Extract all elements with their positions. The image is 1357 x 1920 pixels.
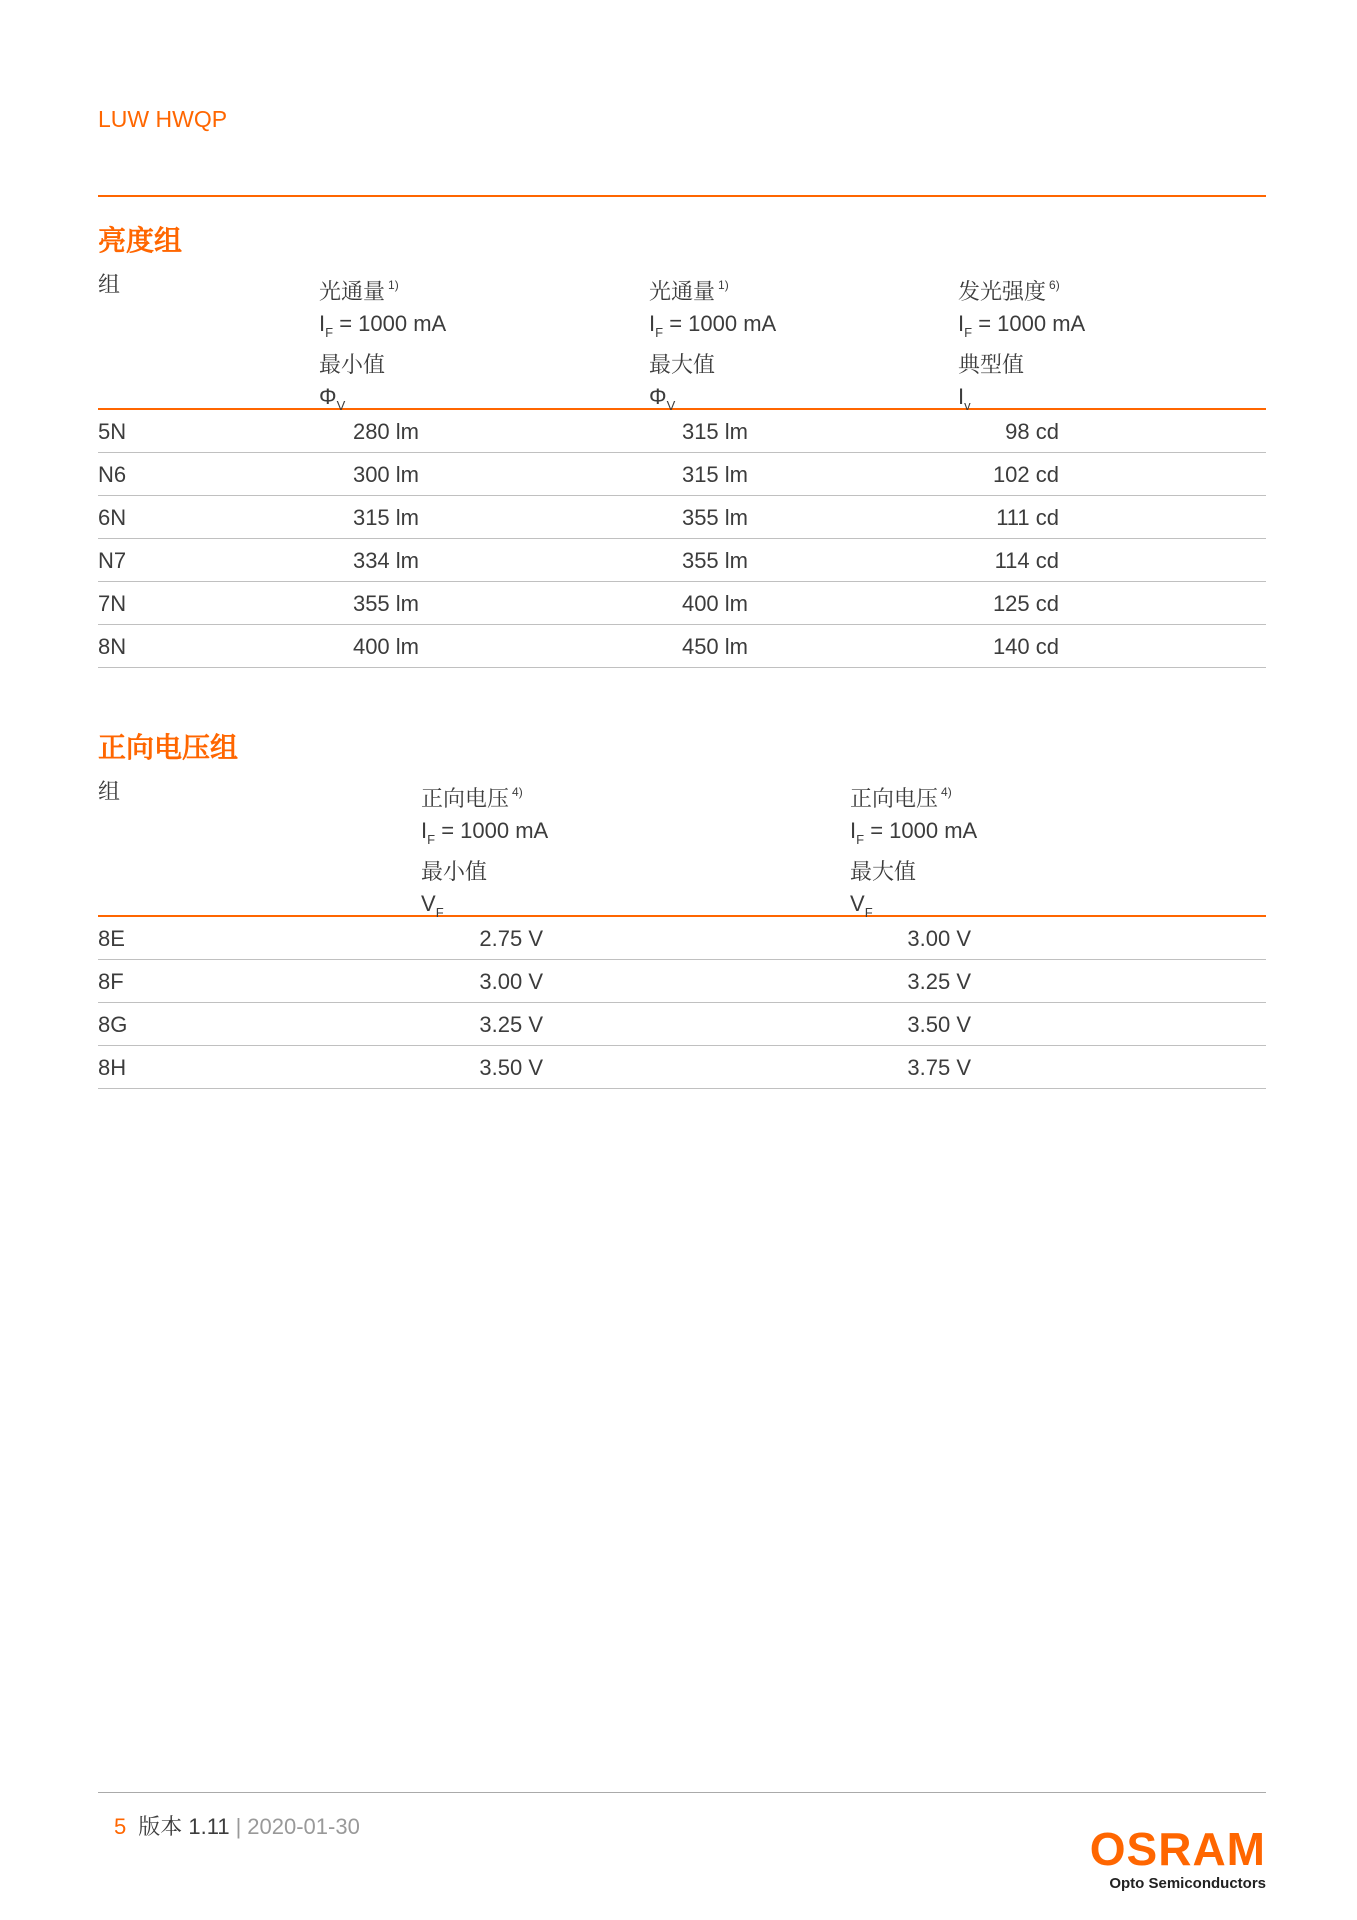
value-cell: 355 lm: [681, 548, 748, 573]
value-cell: 102 cd: [992, 462, 1059, 487]
value-cell: 125 cd: [992, 591, 1059, 616]
value-cell: 315 lm: [681, 419, 748, 444]
footer-rule: [98, 1792, 1266, 1793]
condition-value: = 1000 mA: [663, 311, 777, 336]
quantity-sub: V: [666, 398, 676, 413]
table-row: [98, 1003, 1266, 1046]
condition-value: = 1000 mA: [435, 818, 549, 843]
value-cell: 355 lm: [681, 505, 748, 530]
value-cell: 400 lm: [352, 634, 419, 659]
quantity-symbol: V: [421, 891, 436, 916]
group-cell: 7N: [98, 591, 127, 616]
value-cell: 98 cd: [1005, 419, 1059, 444]
quantity-sub: F: [864, 905, 873, 920]
value-cell: 315 lm: [681, 462, 748, 487]
col-group-label: 组: [98, 779, 121, 804]
value-cell: 3.50 V: [907, 1012, 971, 1037]
quantity-symbol: I: [958, 384, 965, 409]
brightness-table: [98, 266, 1266, 668]
col-group-label: 组: [98, 272, 121, 297]
condition-symbol: I: [958, 311, 965, 336]
voltage-table-body: [98, 917, 1266, 1089]
footer-separator: |: [235, 1814, 242, 1839]
value-cell: 3.75 V: [907, 1055, 971, 1080]
value-cell: 450 lm: [681, 634, 748, 659]
value-cell: 3.00 V: [907, 926, 971, 951]
footnote-ref: 6): [1049, 278, 1060, 292]
col-group-header: [98, 776, 120, 808]
group-cell: N6: [98, 462, 127, 487]
table-row: [98, 496, 1266, 539]
value-cell: 300 lm: [352, 462, 419, 487]
value-cell: 140 cd: [992, 634, 1059, 659]
brightness-section-title: 亮度组: [98, 225, 183, 256]
group-cell: 8N: [98, 634, 127, 659]
quantity-symbol: Φ: [649, 384, 667, 409]
footer-info: [114, 1810, 360, 1841]
condition-sub: F: [856, 832, 865, 847]
voltage-section-title: 正向电压组: [98, 732, 239, 763]
value-kind: 最大值: [850, 859, 917, 884]
table-row: [98, 582, 1266, 625]
table-row: [98, 1046, 1266, 1089]
page-number: 5: [114, 1814, 127, 1839]
col-label: 光通量: [649, 279, 716, 304]
table-row: [98, 960, 1266, 1003]
quantity-sub: v: [964, 398, 971, 413]
header-rule: [98, 195, 1266, 197]
value-cell: 111 cd: [996, 505, 1059, 530]
brightness-table-body: [98, 410, 1266, 668]
group-cell: 5N: [98, 419, 127, 444]
condition-value: = 1000 mA: [333, 311, 447, 336]
group-cell: 8F: [98, 969, 124, 994]
value-cell: 355 lm: [352, 591, 419, 616]
value-cell: 3.00 V: [479, 969, 543, 994]
condition-symbol: I: [649, 311, 656, 336]
quantity-sub: V: [336, 398, 346, 413]
col-label: 正向电压: [850, 786, 939, 811]
quantity-symbol: Φ: [319, 384, 337, 409]
condition-value: = 1000 mA: [972, 311, 1086, 336]
condition-symbol: I: [319, 311, 326, 336]
condition-sub: F: [325, 325, 334, 340]
value-cell: 2.75 V: [479, 926, 543, 951]
footnote-ref: 1): [388, 278, 399, 292]
quantity-sub: F: [435, 905, 444, 920]
col-label: 光通量: [319, 279, 386, 304]
condition-sub: F: [964, 325, 973, 340]
value-cell: 280 lm: [352, 419, 419, 444]
col-label: 发光强度: [958, 279, 1047, 304]
value-cell: 315 lm: [352, 505, 419, 530]
table-row: [98, 410, 1266, 453]
col-voltage-max-header: [850, 776, 977, 929]
footer-date: 2020-01-30: [247, 1814, 360, 1839]
logo-subtitle: Opto Semiconductors: [1109, 1875, 1266, 1892]
product-name: LUW HWQP: [98, 106, 228, 132]
table-row: [98, 539, 1266, 582]
footnote-ref: 4): [941, 785, 952, 799]
osram-logo: [1089, 1823, 1266, 1892]
col-group-header: [98, 269, 120, 301]
quantity-symbol: V: [850, 891, 865, 916]
condition-symbol: I: [421, 818, 428, 843]
value-cell: 334 lm: [352, 548, 419, 573]
condition-symbol: I: [850, 818, 857, 843]
value-cell: 3.25 V: [479, 1012, 543, 1037]
group-cell: 8H: [98, 1055, 127, 1080]
value-cell: 114 cd: [994, 548, 1059, 573]
group-cell: N7: [98, 548, 127, 573]
value-kind: 最大值: [649, 352, 716, 377]
version-label: 版本 1.11: [138, 1814, 230, 1839]
value-kind: 最小值: [319, 352, 386, 377]
value-cell: 400 lm: [681, 591, 748, 616]
table-row: [98, 625, 1266, 668]
voltage-table-header: [98, 773, 1266, 920]
condition-sub: F: [655, 325, 664, 340]
col-intensity-header: [958, 269, 1085, 422]
brightness-table-header: [98, 266, 1266, 413]
group-cell: 8E: [98, 926, 125, 951]
condition-sub: F: [427, 832, 436, 847]
value-cell: 3.50 V: [479, 1055, 543, 1080]
value-kind: 最小值: [421, 859, 488, 884]
col-voltage-min-header: [421, 776, 548, 929]
col-flux-min-header: [319, 269, 446, 422]
value-cell: 3.25 V: [907, 969, 971, 994]
table-row: [98, 453, 1266, 496]
group-cell: 6N: [98, 505, 127, 530]
footnote-ref: 1): [718, 278, 729, 292]
value-kind: 典型值: [958, 352, 1025, 377]
col-flux-max-header: [649, 269, 776, 422]
condition-value: = 1000 mA: [864, 818, 978, 843]
logo-brand: OSRAM: [1089, 1823, 1266, 1875]
voltage-table: [98, 773, 1266, 1089]
table-row: [98, 917, 1266, 960]
footnote-ref: 4): [512, 785, 523, 799]
group-cell: 8G: [98, 1012, 128, 1037]
col-label: 正向电压: [421, 786, 510, 811]
